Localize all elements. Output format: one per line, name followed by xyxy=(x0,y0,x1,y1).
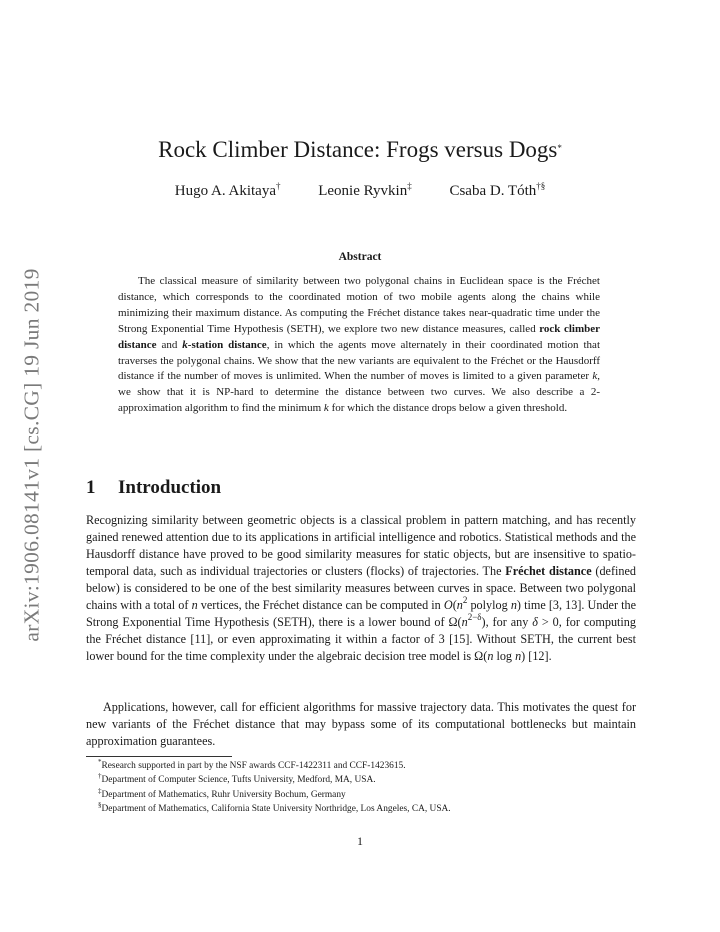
abstract-segment: for which the distance drops below a given threshold. xyxy=(328,402,568,415)
term-frechet-distance: Fréchet distance xyxy=(505,564,592,578)
abstract-text xyxy=(118,274,600,417)
math-var: O xyxy=(443,598,453,612)
footnotes xyxy=(98,759,638,817)
page-number: 1 xyxy=(357,834,363,848)
text-segment: Recognizing similarity between geometric objects is a classical problem in pattern matching, and has recently gained renewed attention due to its applications in artificial intelligence and robotics. Statistical methods and the Hausdorff distance have proved to be good similarity measures for static objects, but are insensitive to spatio-temporal data, such as individual trajectories or clusters (flocks) of trajectories. The xyxy=(86,513,636,578)
footnote xyxy=(98,759,638,773)
footnote-mark: * xyxy=(98,758,102,766)
term-rock-climber-distance: rock climber distance xyxy=(118,322,600,351)
term-k-station-distance xyxy=(182,339,266,351)
author xyxy=(449,183,545,199)
math-var: δ xyxy=(532,615,538,629)
footnote-mark: § xyxy=(98,801,102,810)
text-segment: ) [12]. xyxy=(521,649,552,663)
footnote-rule xyxy=(86,756,232,757)
author-name: Leonie Ryvkin xyxy=(318,183,408,199)
paper-title xyxy=(0,136,720,164)
footnote xyxy=(98,773,638,787)
author-name: Hugo A. Akitaya xyxy=(174,183,276,199)
math-var: n xyxy=(510,598,517,612)
math-var: k xyxy=(323,402,329,415)
abstract-heading: Abstract xyxy=(338,251,382,263)
author-affiliation-mark: ‡ xyxy=(407,181,412,191)
footnote-text: Department of Mathematics, California State University Northridge, Los Angeles, CA, USA. xyxy=(101,804,451,815)
footnote-text: Department of Mathematics, Ruhr University Bochum, Germany xyxy=(101,789,346,800)
abstract-segment: , in which the agents move alternately in their coordinated motion that traverses the polygonal chains. We show that the new variants are equivalent to the Fréchet or the Hausdorff distance if the number of moves is unlimited. When the number of moves is limited to a given parameter xyxy=(118,338,600,383)
math-var: n xyxy=(456,598,463,612)
footnote xyxy=(98,788,638,802)
author xyxy=(318,183,411,199)
math-var: n xyxy=(515,649,522,663)
title-footnote-mark: * xyxy=(557,143,562,153)
text-segment: ( xyxy=(452,598,457,612)
math-var: n xyxy=(461,615,468,629)
author-name: Csaba D. Tóth xyxy=(449,183,537,199)
math-var: k xyxy=(592,370,598,383)
abstract-segment: and xyxy=(156,338,183,351)
abstract-segment: -station distance xyxy=(187,338,267,351)
text-segment: ) time [3, 13]. Under the Strong Exponential Time Hypothesis (SETH), there is a lower bound of Ω( xyxy=(86,598,637,629)
text-segment: > 0, for computing the Fréchet distance [11], or even approximating it within a factor of 3 [15]. Without SETH, the current best lower bound for the time complexity under the algebraic decision tree model is Ω( xyxy=(86,615,636,663)
intro-paragraph-2: Applications, however, call for efficient algorithms for massive trajectory data. This motivates the quest for new variants of the Fréchet distance that may bypass some of its computational bottlenecks but maintain approximation guarantees. xyxy=(86,700,636,748)
text-segment: ), for any xyxy=(481,615,533,629)
abstract-segment: , we show that it is NP-hard to determine the distance between two curves. We also describe a 2-approximation algorithm to find the minimum xyxy=(118,370,600,415)
footnote-text: Research supported in part by the NSF awards CCF-1422311 and CCF-1423615. xyxy=(101,761,406,771)
author-affiliation-mark: † xyxy=(275,181,281,191)
section-heading xyxy=(86,477,221,499)
text-segment: log xyxy=(493,649,516,663)
footnote-text: Department of Computer Science, Tufts University, Medford, MA, USA. xyxy=(101,775,376,786)
author xyxy=(175,183,281,199)
math-var: n xyxy=(487,649,494,663)
author-affiliation-mark: †§ xyxy=(536,181,546,191)
text-segment: (defined below) is considered to be one of the best similarity measures between curves in space. Between two polygonal chains with a total of xyxy=(86,564,636,612)
footnote-mark: † xyxy=(98,772,102,781)
text-segment: polylog xyxy=(467,598,511,612)
footnote-mark: ‡ xyxy=(98,786,102,795)
section-number: 1 xyxy=(86,477,96,498)
footnote xyxy=(98,802,638,816)
arxiv-stamp-text: arXiv:1906.08141v1 [cs.CG] 19 Jun 2019 xyxy=(19,268,44,642)
arxiv-identifier-stamp xyxy=(14,250,50,660)
paper-title-text: Rock Climber Distance: Frogs versus Dogs xyxy=(158,137,558,162)
section-title: Introduction xyxy=(118,477,222,498)
abstract-segment: The classical measure of similarity between two polygonal chains in Euclidean space is the Fréchet distance, which corresponds to the coordinated motion of two mobile agents along the chains while minimizing their maximum distance. As computing the Fréchet distance takes near-quadratic time under the Strong Exponential Time Hypothesis (SETH), we explore two new distance measures, called xyxy=(118,275,600,335)
math-exponent: 2−δ xyxy=(467,612,482,622)
math-exponent: 2 xyxy=(462,595,468,605)
author-list xyxy=(0,182,720,200)
math-var: k xyxy=(182,338,188,351)
math-var: n xyxy=(191,598,198,612)
text-segment: vertices, the Fréchet distance can be computed in xyxy=(197,598,444,612)
intro-paragraph-1 xyxy=(86,512,636,665)
